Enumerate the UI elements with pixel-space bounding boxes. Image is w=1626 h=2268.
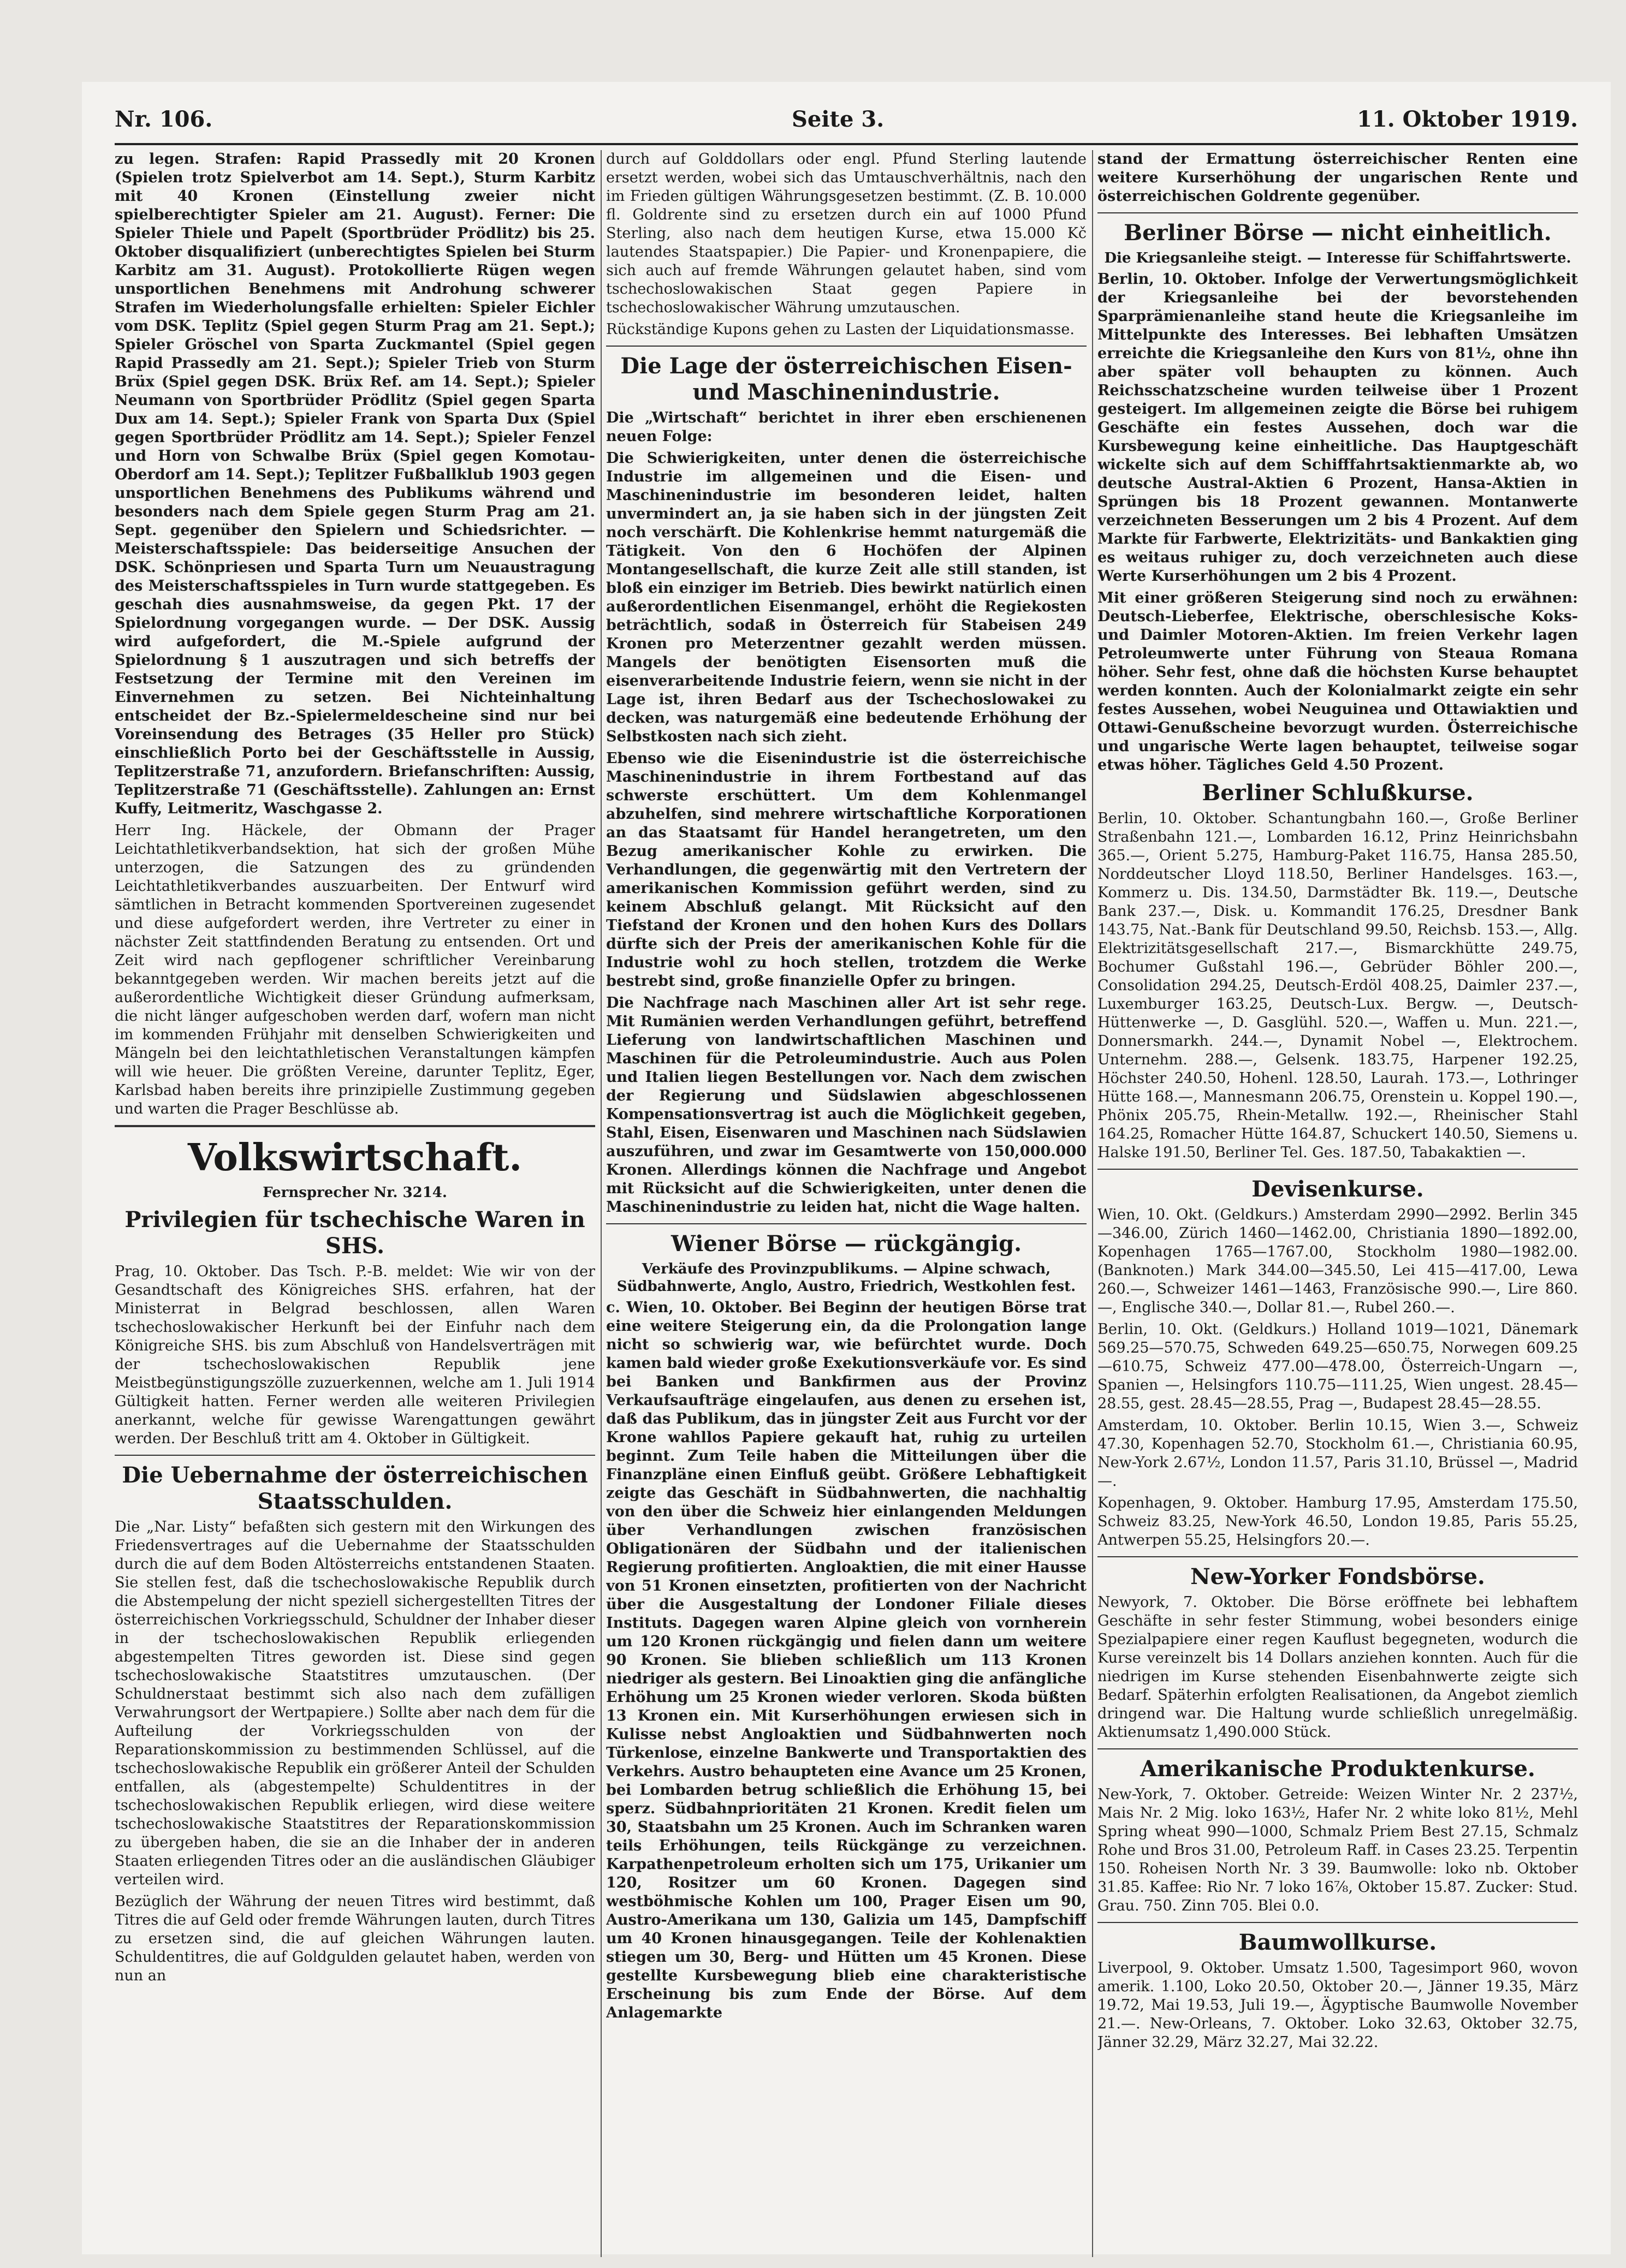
column-3	[1097, 150, 1578, 2268]
article-subtitle: Die Kriegsanleihe steigt. — Interesse für Schiffahrtswerte.	[1104, 250, 1571, 266]
article-title: Privilegien für tschechische Waren in SHS.	[124, 1207, 585, 1259]
article-text: durch auf Golddollars oder engl. Pfund Sterling lautende ersetzt werden, wobei sich das Umtauschverhältnis, nach den im Frieden gültigen Währungsgesetzen bestimmt. (Z. B. 10.000 fl. Goldrente sind zu ersetzen durch ein auf 1000 Pfund Sterling, also nach dem heutigen Kurse, etwa 15.000 Kč lautendes Staatspapier.) Die Papier- und Kronenpapiere, die sich auch auf fremde Währungen gelautet haben, sind vom tschechoslowakischen Staat gegen Papiere in tschechoslowakischer Währung umzutauschen.	[606, 151, 1087, 316]
page-header	[115, 106, 1578, 139]
article-text: Die „Nar. Listy“ befaßten sich gestern mit den Wirkungen des Friedensvertrages auf die Uebernahme der Staatsschulden durch die auf dem Boden Altösterreichs entstandenen Staaten. Sie stellen fest, daß die tschechoslowakische Republik durch die Abstempelung der nicht speziell sichergestellten Titres der österreichischen Vorkriegsschuld, Schuldner der Inhaber dieser in der tschechoslowakischen Republik erliegenden abgestempelten Titres geworden ist. Diese sind gegen tschechoslowakische Staatstitres umzutauschen. (Der Schuldnerstaat bestimmt sich also nach dem zufälligen Verwahrungsort der Wertpapiere.) Sollte aber nach dem für die Aufteilung der Vorkriegsschulden von der Reparationskommission zu bestimmenden Schlüssel, auf die tschechoslowakische Republik ein größerer Anteil der Schulden entfallen, als (abgestempelte) Schuldentitres in der tschechoslowakischen Republik erliegen, wird diese weitere tschechoslowakische Staatstitres der Reparationskommission zu übergeben haben, die sie an die Inhaber der in anderen Staaten erliegenden Titres oder an die ausländischen Gläubiger verteilen wird.	[115, 1519, 595, 1888]
article-text: Bezüglich der Währung der neuen Titres wird bestimmt, daß Titres die auf Geld oder fremde Währungen lauten, durch Titres zu ersetzen sind, die auf gleichen Währungen lauten. Schuldentitres, die auf Goldgulden gelautet haben, werden von nun an	[115, 1893, 595, 1984]
page-number: Seite 3.	[792, 106, 885, 132]
article-rule	[115, 1455, 595, 1456]
article-intro: Die „Wirtschaft“ berichtet in ihrer eben erschienenen neuen Folge:	[606, 409, 1087, 445]
article-text: Die Schwierigkeiten, unter denen die österreichische Industrie im allgemeinen und die Eisen- und Maschinenindustrie im besonderen leidet, halten unvermindert an, ja sie haben sich in der jüngsten Zeit noch verschärft. Die Kohlenkrise hemmt naturgemäß die Tätigkeit. Von den 6 Hochöfen der Alpinen Montangesellschaft, die kurze Zeit alle still standen, ist bloß ein einziger im Betrieb. Dies bewirkt natürlich einen außerordentlichen Eisenmangel, erhöht die Regiekosten beträchtlich, sodaß in Österreich für Stabeisen 249 Kronen pro Meterzentner gezahlt werden müssen. Mangels der benötigten Eisensorten muß die eisenverarbeitende Industrie feiern, wenn sie nicht in der Lage ist, ihren Bedarf aus der Tschechoslowakei zu decken, was naturgemäß eine bedeutende Erhöhung der Selbstkosten nach sich zieht.	[606, 450, 1087, 745]
section-subtitle: Fernsprecher Nr. 3214.	[263, 1184, 447, 1201]
sport-paragraph: zu legen. Strafen: Rapid Prassedly mit 20 Kronen (Spielen trotz Spielverbot am 14. Sept.), Sturm Karbitz mit 40 Kronen (Einstellung zweier nicht spielberechtigter Spieler am 21. August). Ferner: Die Spieler Thiele und Papelt (Sportbrüder Prödlitz) bis 25. Oktober disqualifiziert (unberechtigtes Spielen bei Sturm Karbitz am 31. August). Protokollierte Rügen wegen unsportlichen Benehmens mit Androhung schwerer Strafen im Wiederholungsfalle erhielten: Spieler Eichler vom DSK. Teplitz (Spiel gegen Sturm Prag am 21. Sept.); Spieler Gröschel von Sparta Zuckmantel (Spiel gegen Rapid Prassedly am 21. Sept.); Spieler Trieb von Sturm Brüx (Spiel gegen DSK. Brüx Ref. am 14. Sept.); Spieler Neumann von Sportbrüder Prödlitz (Spiel gegen Sparta Dux am 14. Sept.); Spieler Frank von Sparta Dux (Spiel gegen Sportbrüder Prödlitz am 14. Sept.); Spieler Fenzel und Horn von Schwalbe Brüx (Spiel gegen Komotau-Oberdorf am 14. Sept.); Teplitzer Fußballklub 1903 gegen unsportlichen Benehmens des Publikums während und besonders nach dem Spiele gegen Sturm Prag am 21. Sept. gegenüber den Spielern und Schiedsrichter. — Meisterschaftsspiele: Das beiderseitige Ansuchen der DSK. Schönpriesen und Sparta Turn um Neuaustragung des Meisterschaftsspieles in Turn wurde stattgegeben. Es geschah dies ausnahmsweise, da gegen Pkt. 17 der Spielordnung vorgegangen wurde. — Der DSK. Aussig wird aufgefordert, die M.-Spiele aufgrund der Spielordnung § 1 auszutragen und sich betreffs der Festsetzung der Termine mit den Vereinen im Einvernehmen zu setzen. Bei Nichteinhaltung entscheidet der Bz.-Spielermeldescheine sind nur bei Voreinsendung des Betrages (35 Heller pro Stück) einschließlich Porto bei der Geschäftsstelle in Aussig, Teplitzerstraße 71, anzufordern. Briefanschriften: Aussig, Teplitzerstraße 71 (Geschäftsstelle). Zahlungen an: Ernst Kuffy, Leitmeritz, Waschgasse 2.	[115, 151, 595, 817]
article-text: c. Wien, 10. Oktober. Bei Beginn der heutigen Börse trat eine weitere Steigerung ein, da die Prolongation lange nicht so schwierig war, wie befürchtet wurde. Doch kamen bald wieder große Exekutionsverkäufe vor. Es sind bei Banken und Bankfirmen aus der Provinz Verkaufsaufträge eingelaufen, aus denen zu ersehen ist, daß das Publikum, das in jüngster Zeit aus Furcht vor der Krone wahllos Papiere gekauft hat, ruhig zu urteilen beginnt. Zum Teile haben die Mitteilungen über die Finanzpläne einen Einfluß geübt. Größere Lebhaftigkeit zeigte das Geschäft in Südbahnwerten, die nachhaltig von den über die Schweiz hier einlangenden Meldungen über Verhandlungen zwischen französischen Obligationären der Südbahn und der italienischen Regierung profitierten. Angloaktien, die mit einer Hausse von 51 Kronen einsetzten, profitierten von der Nachricht über die Ausgestaltung der Londoner Filiale dieses Instituts. Dagegen waren Alpine gleich von vornherein um 120 Kronen rückgängig und fielen dann um weitere 90 Kronen. Sie blieben schließlich um 113 Kronen niedriger als gestern. Bei Linoaktien ging die anfängliche Erhöhung um 25 Kronen wieder verloren. Skoda büßten 13 Kronen ein. Mit Kurserhöhungen erwiesen sich in Kulisse nebst Angloaktien und Südbahnwerten noch Türkenlose, einzelne Bankwerte und Transportaktien des Verkehrs. Austro behaupteten eine Avance um 25 Kronen, bei Lombarden betrug schließlich die Erhöhung 15, bei sperz. Südbahnprioritäten 21 Kronen. Kredit fielen um 30, Staatsbahn um 25 Kronen. Auch im Schranken waren teils Erhöhungen, teils Rückgänge zu verzeichnen. Karpathenpetroleum erholten sich um 175, Urikanier um 120, Rositzer um 60 Kronen. Dagegen sind westböhmische Kohlen um 100, Prager Eisen um 90, Austro-Amerikana um 130, Galizia um 145, Dampfschiff um 40 Kronen hinausgegangen. Teile der Kohlenaktien stiegen um 30, Berg- und Hütten um 45 Kronen. Diese gestellte Kursbewegung blieb eine charakteristische Erscheinung bis zum Ende der Börse. Auf dem Anlagemarkte	[606, 1299, 1087, 2021]
article-title: Amerikanische Produktenkurse.	[1140, 1756, 1535, 1782]
section-title: Volkswirtschaft.	[187, 1136, 523, 1180]
article-text: Liverpool, 9. Oktober. Umsatz 1.500, Tagesimport 960, wovon amerik. 1.100, Loko 20.50, Oktober 20.—, Jänner 19.35, März 19.72, Mai 19.53, Juli 19.—, Ägyptische Baumwolle November 21.—. New-Orleans, 7. Oktober. Loko 32.63, Oktober 32.75, Jänner 32.29, März 32.27, Mai 32.22.	[1097, 1960, 1578, 2051]
header-rule	[115, 143, 1578, 145]
article-rule	[1097, 1922, 1578, 1923]
article-title: Devisenkurse.	[1251, 1176, 1424, 1202]
column-1	[115, 150, 595, 2268]
column-divider	[1092, 150, 1093, 2257]
article-title: Die Lage der österreichischen Eisen- und Maschinenindustrie.	[620, 353, 1072, 405]
article-rule	[606, 346, 1087, 347]
article-text: Prag, 10. Oktober. Das Tsch. P.-B. meldet: Wie wir von der Gesandtschaft des Königreiches SHS. erfahren, hat der Ministerrat in Belgrad beschlossen, allen Waren tschechoslowakischer Herkunft bei der Einfuhr nach dem Königreiche SHS. bis zum Abschluß von Handelsverträgen mit der tschechoslowakischen Republik jene Meistbegünstigungszölle zuzuerkennen, welche am 1. Juli 1914 Gültigkeit hatten. Ferner werden alle weiteren Privilegien anerkannt, welche für gewisse Warengattungen gewährt werden. Der Beschluß tritt am 4. Oktober in Gültigkeit.	[115, 1263, 595, 1447]
sport-paragraph: Herr Ing. Häckele, der Obmann der Prager Leichtathletikverbandsektion, hat sich der großen Mühe unterzogen, die Satzungen des zu gründenden Leichtathletikverbandes auszuarbeiten. Der Entwurf wird sämtlichen in Betracht kommenden Sportvereinen zugesendet und diese aufgefordert werden, ihre Vertreter zu einer in nächster Zeit stattfindenden Beratung zu entsenden. Ort und Zeit wird nach gepflogener schriftlicher Vereinbarung bekanntgegeben werden. Wir machen bereits jetzt auf die außerordentliche Wichtigkeit dieser Gründung aufmerksam, die nicht länger aufgeschoben werden darf, wofern man nicht im kommenden Frühjahr mit denselben Schwierigkeiten und Mängeln bei den leichtathletischen Veranstaltungen kämpfen will wie heuer. Die größten Vereine, darunter Teplitz, Eger, Karlsbad haben bereits ihre prinzipielle Zustimmung gegeben und warten die Prager Beschlüsse ab.	[115, 822, 595, 1117]
column-2	[606, 150, 1087, 2268]
article-rule	[1097, 1556, 1578, 1557]
article-text: Ebenso wie die Eisenindustrie ist die österreichische Maschinenindustrie in ihrem Fortbestand auf das schwerste erschüttert. Um dem Kohlenmangel abzuhelfen, sind mehrere wirtschaftliche Korporationen an das Staatsamt für Handel herangetreten, um den Bezug amerikanischer Kohle zu erwirken. Die Verhandlungen, die gegenwärtig mit den Vertretern der amerikanischen Kommission geführt werden, sind zu keinem Abschluß gelangt. Mit Rücksicht auf den Tiefstand der Kronen und den hohen Kurs des Dollars dürfte sich der Preis der amerikanischen Kohle für die Industrie wohl zu hoch stellen, trotzdem die Werke bestrebt sind, große finanzielle Opfer zu bringen.	[606, 750, 1087, 990]
article-text: New-York, 7. Oktober. Getreide: Weizen Winter Nr. 2 237½, Mais Nr. 2 Mig. loko 163½, Hafer Nr. 2 white loko 81½, Mehl Spring wheat 990—1000, Schmalz Priem Best 27.15, Schmalz Rohe und Bros 31.00, Petroleum Raff. in Cases 23.25. Terpentin 150. Roheisen North Nr. 3 39. Baumwolle: loko nb. Oktober 31.85. Kaffee: Rio Nr. 7 loko 16⅞, Oktober 15.87. Zucker: Stud. Grau. 750. Zinn 705. Blei 0.0.	[1097, 1786, 1578, 1914]
column-divider	[601, 150, 602, 2257]
article-text: Die Nachfrage nach Maschinen aller Art ist sehr rege. Mit Rumänien werden Verhandlungen geführt, betreffend Lieferung von landwirtschaftlichen Maschinen und Maschinen für die Petroleumindustrie. Auch aus Polen und Italien liegen Bestellungen vor. Nach dem zwischen der Regierung und Südslawien abgeschlossenen Kompensationsvertrag ist auch die Möglichkeit gegeben, Stahl, Eisen, Eisenwaren und Maschinen nach Südslawien auszuführen, und zwar im Gesamtwerte von 150,000.000 Kronen. Allerdings können die Nachfrage und Angebot mit Rücksicht auf die Schwierigkeiten, unter denen die Maschinenindustrie zu leiden hat, nicht die Wage halten.	[606, 995, 1087, 1216]
article-text: Kopenhagen, 9. Oktober. Hamburg 17.95, Amsterdam 175.50, Schweiz 83.25, New-York 46.50, London 19.85, Paris 55.25, Antwerpen 55.25, Helsingfors 20.—.	[1097, 1495, 1578, 1549]
article-subtitle: Verkäufe des Provinzpublikums. — Alpine schwach, Südbahnwerte, Anglo, Austro, Friedrich, Westkohlen fest.	[616, 1261, 1076, 1295]
article-text: Berlin, 10. Oktober. Schantungbahn 160.—, Große Berliner Straßenbahn 121.—, Lombarden 16.12, Prinz Heinrichsbahn 365.—, Orient 5.275, Hamburg-Paket 116.75, Hansa 285.50, Norddeutscher Lloyd 118.50, Berliner Handelsges. 163.—, Kommerz u. Dis. 134.50, Darmstädter Bk. 119.—, Deutsche Bank 237.—, Disk. u. Kommandit 176.25, Dresdner Bank 143.75, Nat.-Bank für Deutschland 99.50, Reichsb. 153.—, Allg. Elektrizitätsgesellschaft 217.—, Bismarckhütte 249.75, Bochumer Gußstahl 196.—, Gebrüder Böhler 200.—, Consolidation 294.25, Deutsch-Erdöl 408.25, Daimler 237.—, Luxemburger 163.25, Deutsch-Lux. Bergw. —, Deutsch-Hüttenwerke —, D. Gasglühl. 520.—, Waffen u. Mun. 221.—, Donnersmarkh. 244.—, Dynamit Nobel —, Elektrochem. Unternehm. 288.—, Gelsenk. 183.75, Harpener 192.25, Höchster 240.50, Hohenl. 128.50, Laurah. 173.—, Lothringer Hütte 168.—, Mannesmann 206.75, Orenstein u. Koppel 190.—, Phönix 205.75, Rhein-Metallw. 192.—, Rheinischer Stahl 164.25, Romacher Hütte 164.87, Schuckert 140.50, Siemens u. Halske 191.50, Berliner Tel. Ges. 187.50, Tabakaktien —.	[1097, 810, 1578, 1161]
article-title: Berliner Schlußkurse.	[1202, 780, 1474, 806]
section-rule	[115, 1125, 595, 1127]
article-text: Berlin, 10. Okt. (Geldkurs.) Holland 1019—1021, Dänemark 569.25—570.75, Schweden 649.25—650.75, Norwegen 609.25—610.75, Schweiz 477.00—478.00, Österreich-Ungarn —, Spanien —, Helsingfors 110.75—111.25, Wien ungest. 28.45—28.55, gest. 28.45—28.55, Prag —, Budapest 28.45—28.55.	[1097, 1321, 1578, 1412]
article-text: Berlin, 10. Oktober. Infolge der Verwertungsmöglichkeit der Kriegsanleihe bei der bevorstehenden Sparprämienanleihe stand heute die Kriegsanleihe im Mittelpunkte des Interesses. Bei lebhaften Umsätzen erreichte die Kriegsanleihe den Kurs von 81½, ohne ihn aber später voll behaupten zu können. Auch Reichsschatzscheine wurden teilweise über 1 Prozent gesteigert. Im allgemeinen zeigte die Börse bei ruhigem Geschäfte ein festes Aussehen, doch war die Kursbewegung keine einheitliche. Das Hauptgeschäft wickelte sich auf dem Schifffahrtsaktienmarkte ab, wo deutsche Austral-Aktien 6 Prozent, Hansa-Aktien in Sprüngen bis 18 Prozent gewannen. Montanwerte verzeichneten Besserungen um 2 bis 4 Prozent. Auf dem Markte für Farbwerte, Elektrizitäts- und Bankaktien ging es weitaus ruhiger zu, doch verzeichneten auch diese Werte Kurserhöhungen um 2 bis 4 Prozent.	[1097, 271, 1578, 585]
article-title: Berliner Börse — nicht einheitlich.	[1124, 220, 1552, 246]
article-text: Wien, 10. Okt. (Geldkurs.) Amsterdam 2990—2992. Berlin 345—346.00, Zürich 1460—1462.00, Christiania 1890—1892.00, Kopenhagen 1765—1767.00, Stockholm 1980—1982.00. (Banknoten.) Mark 344.00—345.50, Lei 415—417.00, Lewa 260.—, Schweizer 1461—1463, Französische 990.—, Lire 860.—, Englische 340.—, Dollar 81.—, Rubel 260.—.	[1097, 1206, 1578, 1316]
article-title: New-Yorker Fondsbörse.	[1190, 1564, 1485, 1590]
article-text: Rückständige Kupons gehen zu Lasten der Liquidationsmasse.	[606, 321, 1075, 338]
article-rule	[606, 1223, 1087, 1224]
article-title: Wiener Börse — rückgängig.	[670, 1231, 1022, 1257]
article-rule	[1097, 212, 1578, 213]
article-text: Amsterdam, 10. Oktober. Berlin 10.15, Wien 3.—, Schweiz 47.30, Kopenhagen 52.70, Stockholm 61.—, Christiania 60.95, New-York 2.67½, London 11.57, Paris 31.10, Brüssel —, Madrid —.	[1097, 1417, 1578, 1490]
article-text: Mit einer größeren Steigerung sind noch zu erwähnen: Deutsch-Lieberfee, Elektrische, oberschlesische Koks- und Daimler Motoren-Aktien. Im freien Verkehr lagen Petroleumwerte unter Führung von Steaua Romana höher. Sehr fest, ohne daß die höchsten Kurse behauptet werden konnten. Auch der Kolonialmarkt zeigte ein sehr festes Aussehen, wobei Neuguinea und Ottawiaktien und Ottawi-Genußscheine bevorzugt wurden. Österreichische und ungarische Werte lagen behauptet, teilweise sogar etwas höher. Tägliches Geld 4.50 Prozent.	[1097, 590, 1578, 773]
article-rule	[1097, 1169, 1578, 1170]
article-title: Baumwollkurse.	[1238, 1930, 1437, 1955]
article-rule	[1097, 1748, 1578, 1749]
issue-date: 11. Oktober 1919.	[1357, 106, 1578, 132]
article-text: stand der Ermattung österreichischer Renten eine weitere Kurserhöhung der ungarischen Rente und österreichischen Goldrente gegenüber.	[1097, 151, 1578, 205]
article-title: Die Uebernahme der österreichischen Staatsschulden.	[122, 1462, 588, 1514]
issue-number: Nr. 106.	[115, 106, 213, 132]
article-text: Newyork, 7. Oktober. Die Börse eröffnete bei lebhaftem Geschäfte in sehr fester Stimmung, wobei besonders einige Spezialpapiere einer regen Kauflust begegneten, wodurch die Kurse vereinzelt bis 14 Dollars anziehen konnten. Auch für die niedrigen im Kurse stehenden Eisenbahnwerte zeigte sich Bedarf. Späterhin erfolgten Realisationen, da Angebot ziemlich dringend war. Die Haltung wurde schließlich unregelmäßig. Aktienumsatz 1,490.000 Stück.	[1097, 1594, 1578, 1741]
